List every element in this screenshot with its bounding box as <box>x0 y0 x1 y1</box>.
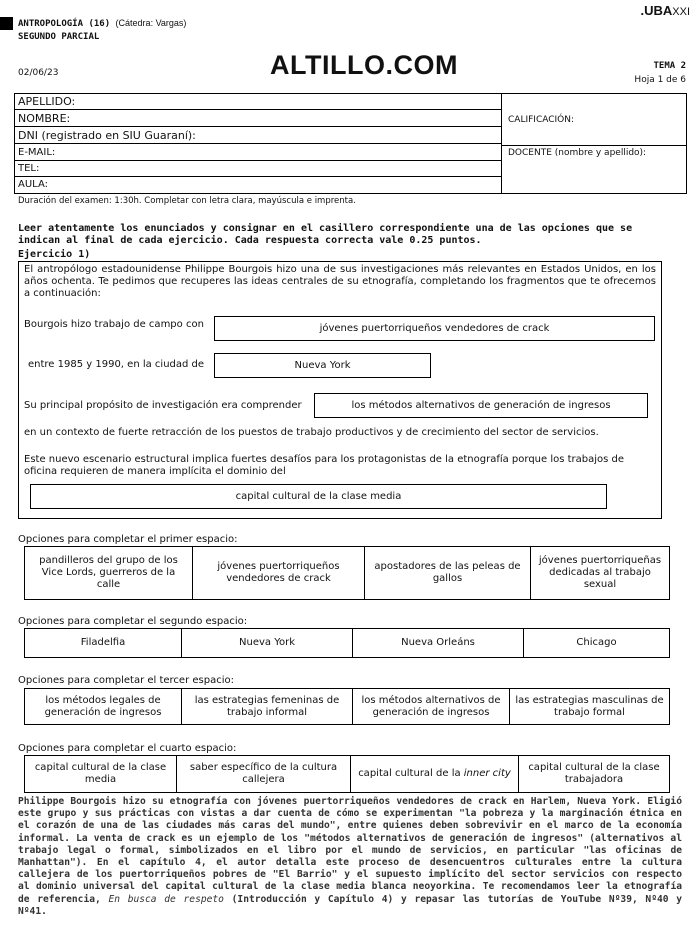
email-field[interactable]: E-MAIL: <box>14 145 502 161</box>
options-row-4 <box>24 755 670 793</box>
option-4-3[interactable] <box>351 756 519 792</box>
option-3-2[interactable]: las estrategias femeninas de trabajo informal <box>182 689 353 724</box>
sentence-1: Bourgois hizo trabajo de campo con <box>24 319 204 330</box>
option-4-4[interactable]: capital cultural de la clase trabajadora <box>528 762 660 785</box>
options-row-3 <box>24 688 670 725</box>
course-line <box>18 18 186 29</box>
form-divider-right <box>501 145 687 146</box>
options-header-1: Opciones para completar el primer espacio: <box>18 534 238 545</box>
docente-label: DOCENTE (nombre y apellido): <box>508 148 647 158</box>
option-4-3-italic: inner city <box>463 768 511 779</box>
calificacion-label: CALIFICACIÓN: <box>508 115 575 125</box>
option-1-2[interactable]: jóvenes puertorriqueños vendedores de crack <box>193 547 365 599</box>
sentence-3: Su principal propósito de investigación era comprender <box>24 400 302 411</box>
dni-field[interactable]: DNI (registrado en SIU Guaraní): <box>14 128 502 144</box>
options-header-3: Opciones para completar el tercer espacio: <box>18 675 234 686</box>
book-title: En busca de respeto <box>108 893 224 905</box>
answer-box-4[interactable]: capital cultural de la clase media <box>30 484 607 509</box>
answer-box-3[interactable]: los métodos alternativos de generación de ingresos <box>314 393 648 418</box>
option-4-3-text: capital cultural de la <box>358 768 464 779</box>
option-4-1[interactable]: capital cultural de la clase media <box>25 756 177 792</box>
option-2-3[interactable]: Nueva Orleáns <box>353 629 524 657</box>
option-2-2[interactable]: Nueva York <box>182 629 353 657</box>
tema: TEMA 2 <box>653 61 686 71</box>
sentence-4: en un contexto de fuerte retracción de los puestos de trabajo productivos y de crecimiento del sector de servicios. <box>24 427 599 438</box>
option-1-4[interactable]: jóvenes puertorriqueñas dedicadas al trabajo sexual <box>538 555 662 590</box>
answer-key <box>18 796 682 918</box>
answer-box-1[interactable]: jóvenes puertorriqueños vendedores de crack <box>214 316 655 341</box>
options-header-4: Opciones para completar el cuarto espacio: <box>18 743 237 754</box>
option-3-4[interactable]: las estrategias masculinas de trabajo formal <box>515 694 664 718</box>
nombre-field[interactable]: NOMBRE: <box>14 111 502 127</box>
apellido-field[interactable]: APELLIDO: <box>14 94 502 110</box>
course-name: ANTROPOLOGÍA (16) <box>18 19 111 29</box>
exercise-title: Ejercicio 1) <box>18 249 91 260</box>
answer-key-text-2: (Introducción y Capítulo 4) y repasar las tutorías de YouTube Nº39, Nº40 y Nº41. <box>18 893 682 917</box>
option-3-1[interactable]: los métodos legales de generación de ingresos <box>25 689 182 724</box>
exam-date: 02/06/23 <box>18 68 59 78</box>
site-logo: ALTILLO.COM <box>270 50 458 80</box>
option-2-4[interactable]: Chicago <box>576 637 617 648</box>
sentence-5: Este nuevo escenario estructural implica fuertes desafíos para los protagonistas de la etnografía porque los trabajos de oficina requieren de manera implícita el dominio del <box>24 454 625 477</box>
option-2-1[interactable]: Filadelfia <box>25 629 182 657</box>
catedra: (Cátedra: Vargas) <box>115 18 187 28</box>
option-3-3[interactable]: los métodos alternativos de generación de ingresos <box>353 689 510 724</box>
hoja: Hoja 1 de 6 <box>634 75 686 85</box>
option-1-1[interactable]: pandilleros del grupo de los Vice Lords, guerreros de la calle <box>25 547 193 599</box>
uba-logo-text: .UBA <box>640 3 673 18</box>
option-1-3[interactable]: apostadores de las peleas de gallos <box>365 547 531 599</box>
tel-field[interactable]: TEL: <box>14 161 502 177</box>
black-marker <box>0 17 13 30</box>
exercise-intro: El antropólogo estadounidense Philippe Bourgois hizo una de sus investigaciones más relevantes en Estados Unidos, en los años ochenta. Te pedimos que recuperes las ideas centrales de su etnografía, completando los fragmentos que te ofrecemos a continuación: <box>24 264 656 299</box>
uba-logo-suffix: XXI <box>672 6 690 18</box>
exam-name: SEGUNDO PARCIAL <box>18 32 100 42</box>
aula-field[interactable]: AULA: <box>18 179 48 190</box>
option-4-2[interactable]: saber específico de la cultura callejera <box>177 756 351 792</box>
options-row-2 <box>24 628 670 658</box>
instructions: Leer atentamente los enunciados y consignar en el casillero correspondiente una de las opciones que se indican al final de cada ejercicio. Cada respuesta correcta vale 0.25 puntos. <box>18 223 633 246</box>
answer-key-text: Philippe Bourgois hizo su etnografía con jóvenes puertorriqueños vendedores de crack en Harlem, Nueva York. Eligió este grupo y sus prácticas con vistas a dar cuenta de cómo se experimentan "la pobreza y la marginación étnica en el corazón de una de las ciudades más caras del mundo", entre quienes deben sobrevivir en el marco de la economía informal. La venta de crack es un ejemplo de los "métodos alternativos de generación de ingresos" (alternativos al trabajo legal o formal, simbolizados en el libro por el mundo de servicios, en particular "las oficinas de Manhattan"). En el capítulo 4, el autor detalla este proceso de desencuentros culturales entre la cultura callejera de los puertorriqueños pobres de "El Barrio" y el supuesto implícito del sector servicios con respecto al dominio universal del capital cultural de la clase media blanca neoyorkina. Te recomendamos leer la etnografía de referencia, <box>18 796 682 905</box>
options-header-2: Opciones para completar el segundo espacio: <box>18 616 248 627</box>
duracion: Duración del examen: 1:30h. Completar con letra clara, mayúscula e imprenta. <box>18 196 356 206</box>
options-row-1 <box>24 546 670 600</box>
uba-logo <box>640 3 690 18</box>
answer-box-2[interactable]: Nueva York <box>214 353 431 378</box>
sentence-2: entre 1985 y 1990, en la ciudad de <box>28 359 205 370</box>
